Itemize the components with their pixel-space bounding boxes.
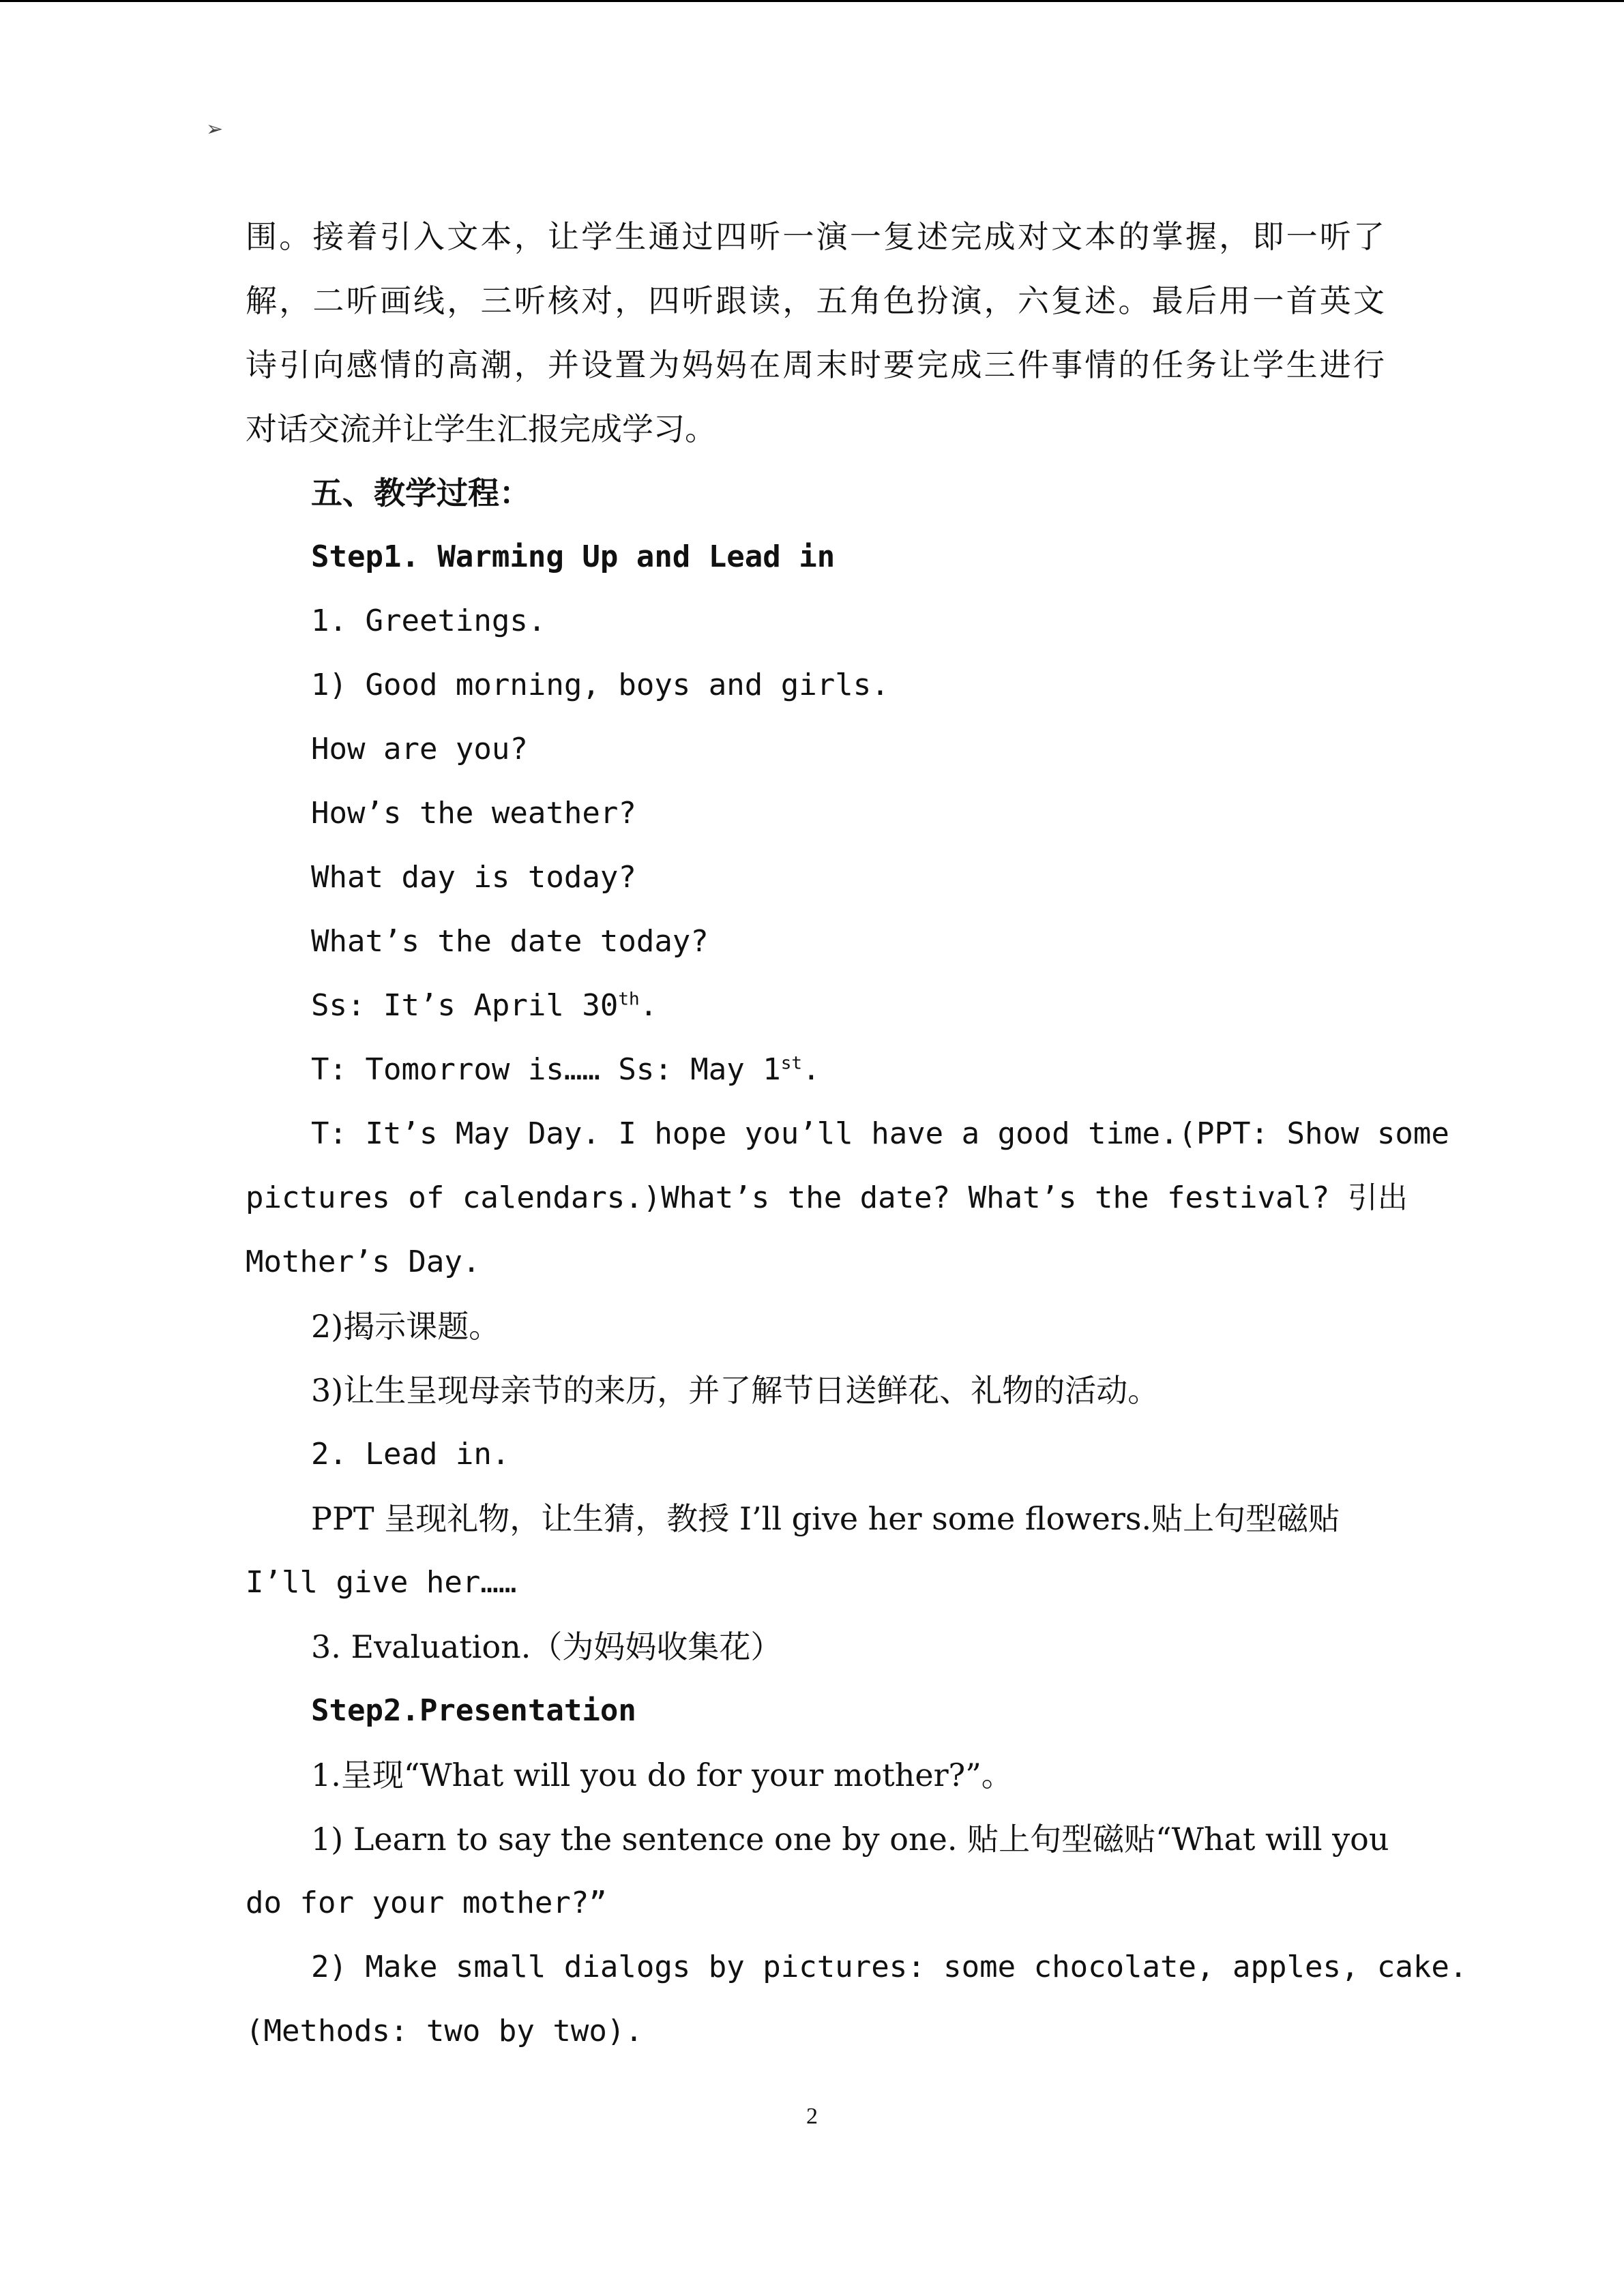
list-item: 1. Greetings.	[311, 603, 546, 638]
step-heading: Step2.Presentation	[311, 1693, 636, 1728]
step-heading: Step1. Warming Up and Lead in	[311, 539, 836, 574]
page-number: 2	[806, 2104, 818, 2129]
list-item: 1) Learn to say the sentence one by one. 贴上句型磁贴“What will you	[311, 1821, 1389, 1858]
section-heading: 五、教学过程：	[311, 475, 531, 511]
paragraph-line: 解，二听画线，三听核对，四听跟读，五角色扮演，六复述。最后用一首英文	[246, 282, 1385, 319]
dialogue-text: Ss: It’s April 30	[311, 988, 619, 1023]
list-item: 3. Evaluation.（为妈妈收集花）	[311, 1628, 782, 1665]
list-item: 2) Make small dialogs by pictures: some chocolate, apples, cake.	[311, 1950, 1468, 1984]
paragraph-line: PPT 呈现礼物，让生猜，教授 I’ll give her some flowers.贴上句型磁贴	[311, 1500, 1340, 1537]
dialogue-line	[246, 974, 1385, 1038]
paragraph-line: (Methods: two by two).	[246, 2014, 643, 2048]
dialogue-line	[246, 1038, 1385, 1102]
ordinal-suffix: st	[780, 1053, 803, 1074]
arrow-bullet-icon: ➢	[206, 117, 224, 141]
dialogue-line: pictures of calendars.)What’s the date? What’s the festival? 引出	[246, 1180, 1408, 1215]
dialogue-line: Mother’s Day.	[246, 1244, 481, 1279]
dialogue-line: How’s the weather?	[311, 796, 636, 831]
list-item: 1) Good morning, boys and girls.	[311, 668, 889, 702]
document-body	[246, 205, 1468, 2063]
list-item: 2)揭示课题。	[311, 1308, 501, 1345]
paragraph-line: I’ll give her……	[246, 1565, 517, 1600]
dialogue-line: How are you?	[311, 732, 528, 766]
list-item: 3)让生呈现母亲节的来历，并了解节日送鲜花、礼物的活动。	[311, 1372, 1160, 1409]
top-border-line	[0, 0, 1624, 2]
dialogue-line: What’s the date today?	[311, 924, 709, 959]
dialogue-text: T: Tomorrow is…… Ss: May 1	[311, 1052, 781, 1087]
paragraph-line: 对话交流并让学生汇报完成学习。	[246, 411, 716, 447]
list-item: 1.呈现“What will you do for your mother?”。	[311, 1757, 1013, 1793]
dialogue-line: What day is today?	[311, 860, 636, 895]
dialogue-text: .	[639, 988, 658, 1023]
paragraph-line: 诗引向感情的高潮，并设置为妈妈在周末时要完成三件事情的任务让学生进行	[246, 346, 1385, 383]
paragraph-line: 围。接着引入文本，让学生通过四听一演一复述完成对文本的掌握，即一听了	[246, 218, 1385, 255]
ordinal-suffix: th	[618, 989, 640, 1010]
dialogue-line: T: It’s May Day. I hope you’ll have a good time.(PPT: Show some	[311, 1116, 1449, 1151]
paragraph-line: do for your mother?”	[246, 1885, 607, 1920]
dialogue-text: .	[802, 1052, 821, 1087]
list-item: 2. Lead in.	[311, 1437, 510, 1472]
